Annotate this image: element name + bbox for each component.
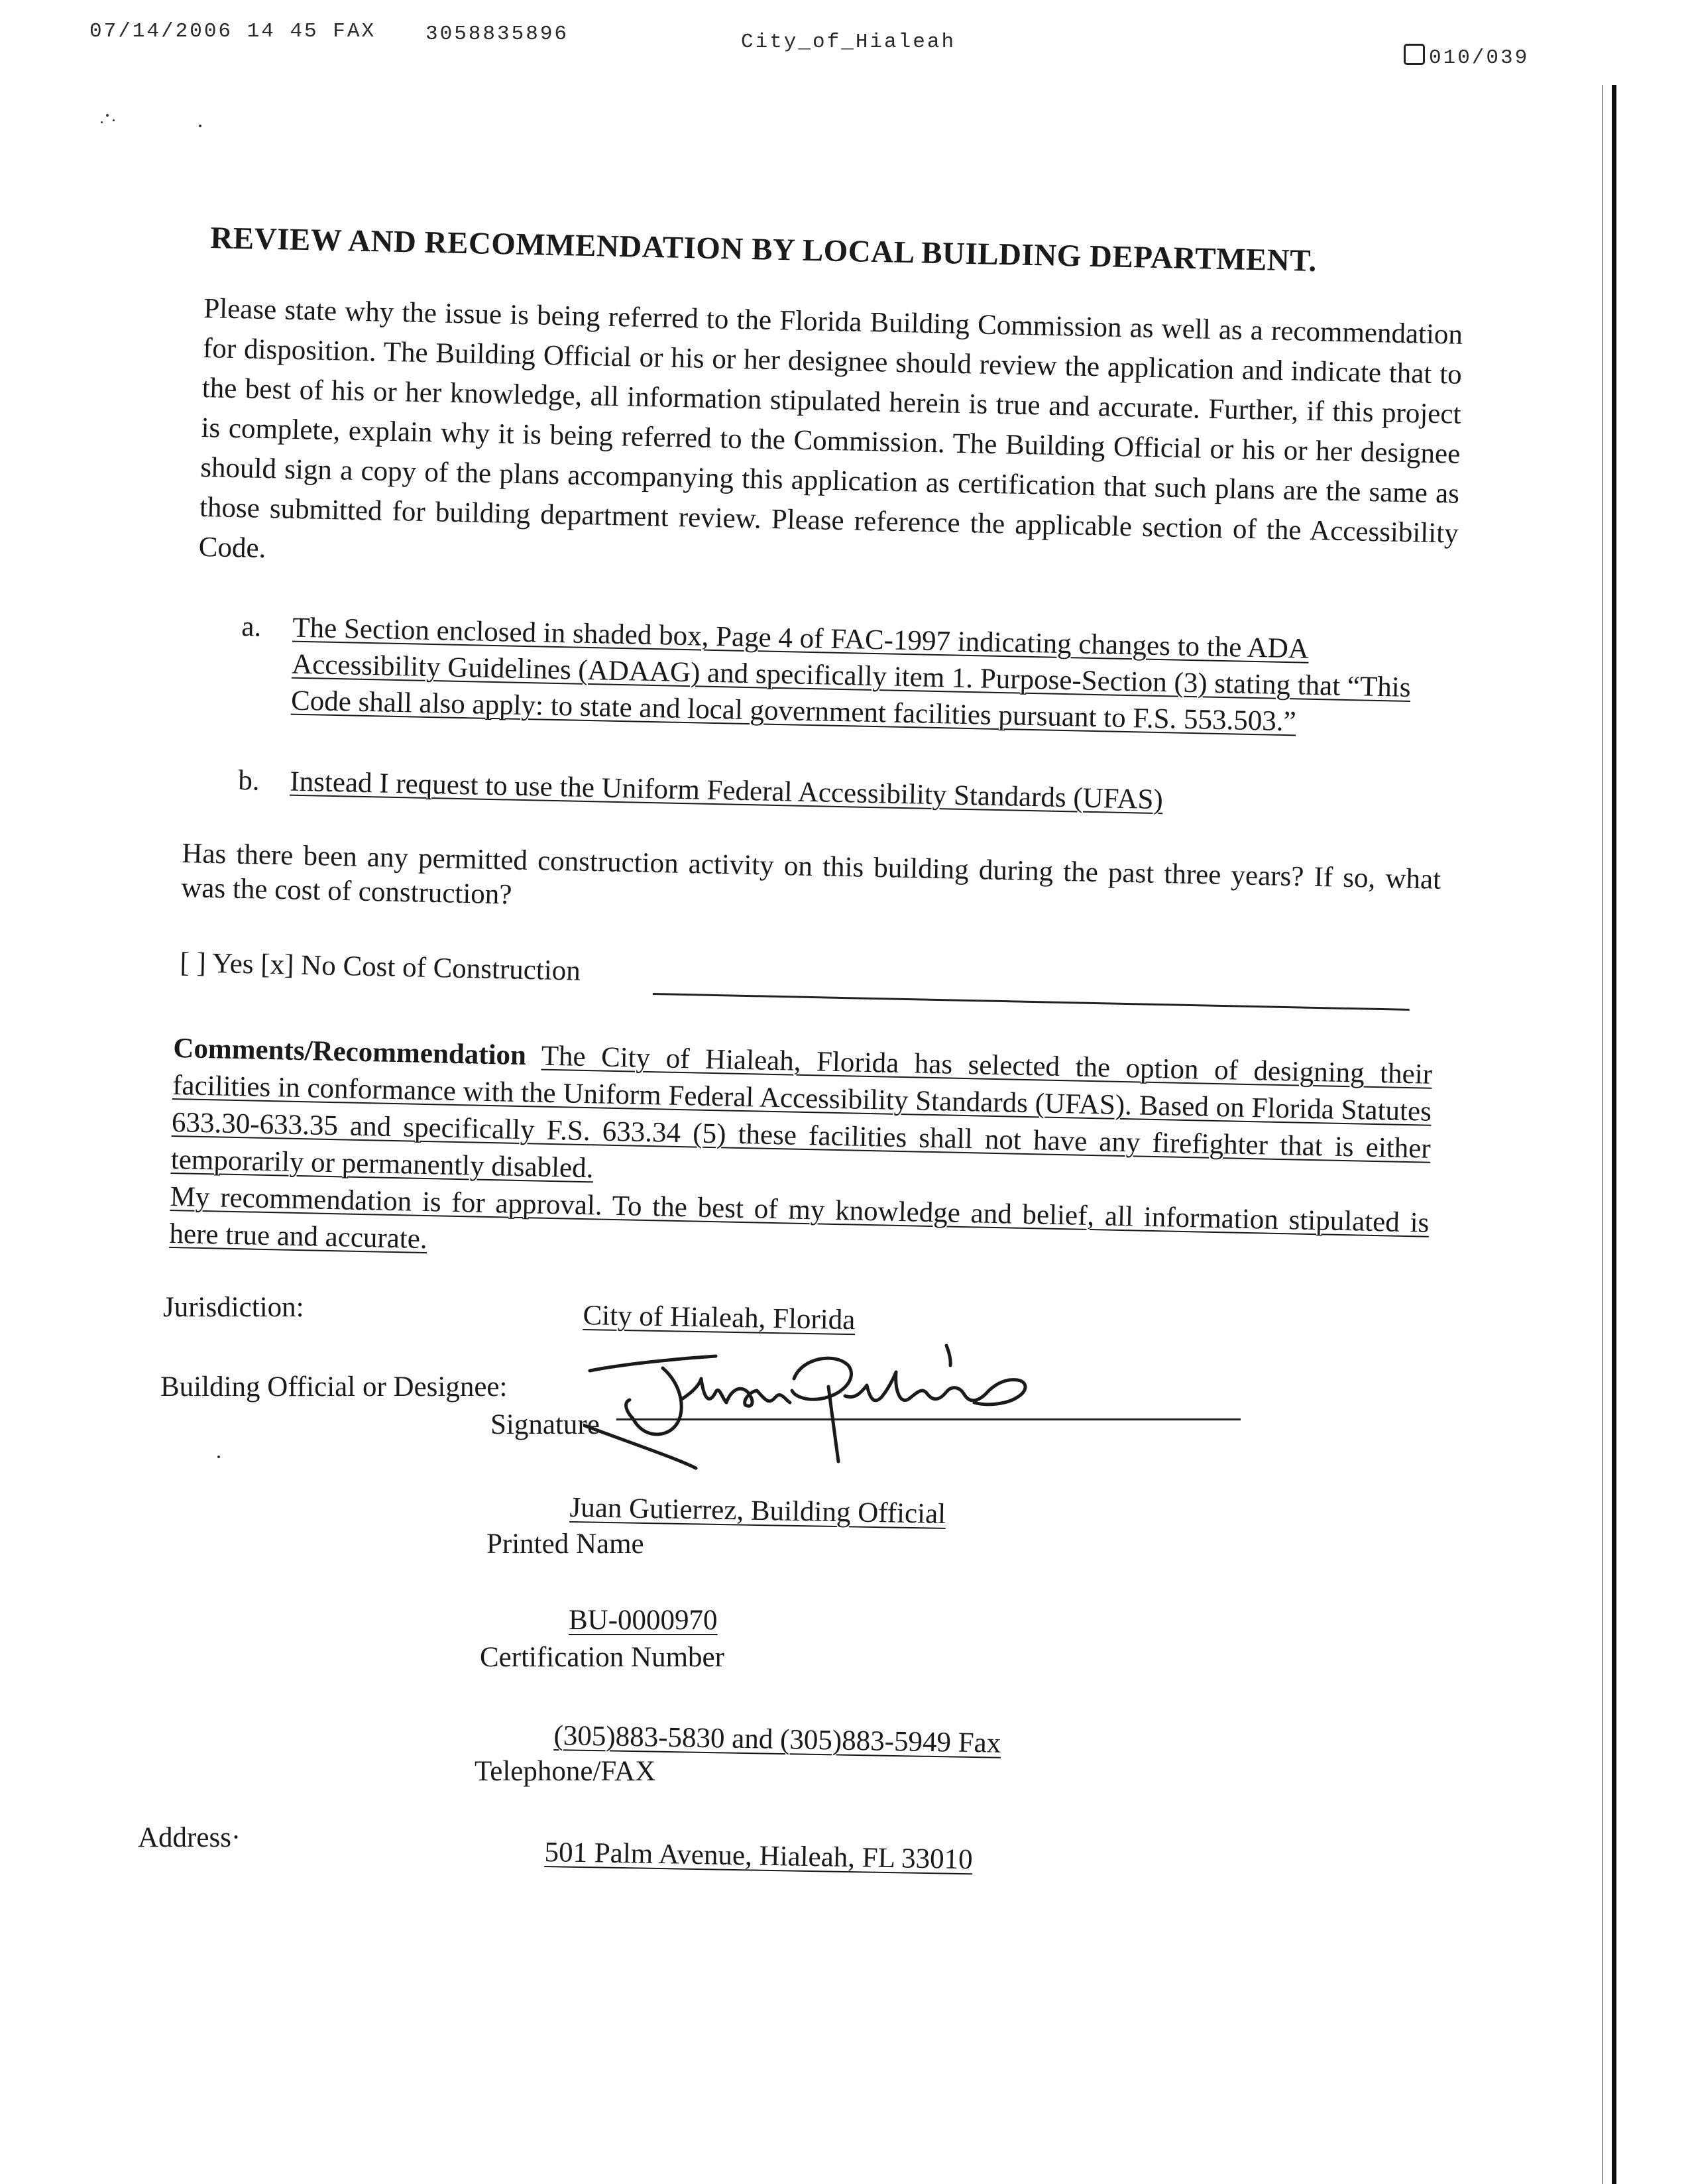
comments-text: The City of Hialeah, Florida has selected the option of designing their facilities in conformance with the Uniform Federal Accessibility Standards (UFAS). Based on Florida Statutes 633.30-633.35 and specifically F.S. 633.34 (5) these facilities shall not have any firefighter that is either temporarily or permanently disabled.	[170, 1040, 1433, 1184]
jurisdiction-value: City of Hialeah, Florida	[583, 1299, 856, 1336]
list-item-b	[238, 762, 1471, 825]
scan-speck	[217, 1456, 220, 1458]
scan-edge-line	[1612, 85, 1616, 2184]
list-marker: b.	[237, 764, 260, 797]
list-item-text: The Section enclosed in shaded box, Page 4 of FAC-1997 indicating changes to the ADA Accessibility Guidelines (ADAAG) and specifically item 1. Purpose-Section (3) stating that “This Code shall also apply: to state and local government facilities pursuant to F.S. 553.503.”	[290, 612, 1411, 738]
printed-name-caption: Printed Name	[486, 1528, 644, 1560]
jurisdiction-label: Jurisdiction:	[163, 1292, 304, 1323]
address-label: Address·	[138, 1822, 241, 1853]
official-label: Building Official or Designee:	[160, 1371, 508, 1403]
fax-number: 3058835896	[425, 23, 569, 46]
list-item-a	[240, 608, 1461, 743]
cert-number-value: BU-0000970	[569, 1605, 718, 1636]
fax-page-number	[1404, 44, 1529, 70]
instructions-paragraph: Please state why the issue is being referred to the Florida Building Commission as well as a recommendation for disposition. The Building Official or his or her designee should review the application and indicate that to the best of his or her knowledge, all information stipulated herein is true and accurate. Further, if this project is complete, explain why it is being referred to the Commission. The Building Official or his or her designee should sign a copy of the plans accompanying this application as certification that such plans are the same as those submitted for building department review. Please reference the applicable section of the Accessibility Code.	[198, 292, 1463, 565]
scan-speck	[106, 114, 109, 117]
fax-datetime: 07/14/2006 14 45 FAX	[89, 20, 376, 43]
scan-speck	[199, 125, 201, 127]
fax-page-label: 010/039	[1429, 46, 1530, 70]
recommendation-text: My recommendation is for approval. To the best of my knowledge and belief, all information stipulated is here true and accurate.	[169, 1180, 1430, 1255]
cost-label: Cost of Construction	[343, 950, 581, 987]
phone-fax-caption: Telephone/FAX	[475, 1756, 656, 1787]
page-title: REVIEW AND RECOMMENDATION BY LOCAL BUILDING DEPARTMENT.	[209, 220, 1318, 278]
phone-fax-value: (305)883-5830 and (305)883-5949 Fax	[553, 1719, 1001, 1759]
fax-sender: City_of_Hialeah	[741, 30, 956, 54]
page-reference-icon	[1404, 44, 1425, 65]
comments-label: Comments/Recommendation	[172, 1032, 527, 1072]
printed-name-value: Juan Gutierrez, Building Official	[569, 1491, 946, 1530]
no-checkbox[interactable]: [x] No	[260, 948, 337, 982]
scan-speck	[113, 119, 115, 121]
address-value: 501 Palm Avenue, Hialeah, FL 33010	[544, 1836, 973, 1876]
list-item-text: Instead I request to use the Uniform Federal Accessibility Standards (UFAS)	[289, 766, 1164, 816]
scan-edge-line	[1602, 85, 1603, 2184]
list-marker: a.	[241, 610, 262, 643]
cert-number-caption: Certification Number	[480, 1642, 724, 1673]
construction-answer	[180, 947, 581, 988]
comments-block	[169, 1030, 1433, 1279]
signature-image	[583, 1339, 1087, 1471]
cost-input-line[interactable]	[653, 993, 1410, 1011]
signature-caption: Signature	[490, 1409, 600, 1440]
scan-speck	[101, 121, 103, 123]
construction-question: Has there been any permitted construction activity on this building during the past three years? If so, what was the cost of construction?	[180, 837, 1441, 911]
yes-checkbox[interactable]: [ ] Yes	[179, 947, 254, 980]
